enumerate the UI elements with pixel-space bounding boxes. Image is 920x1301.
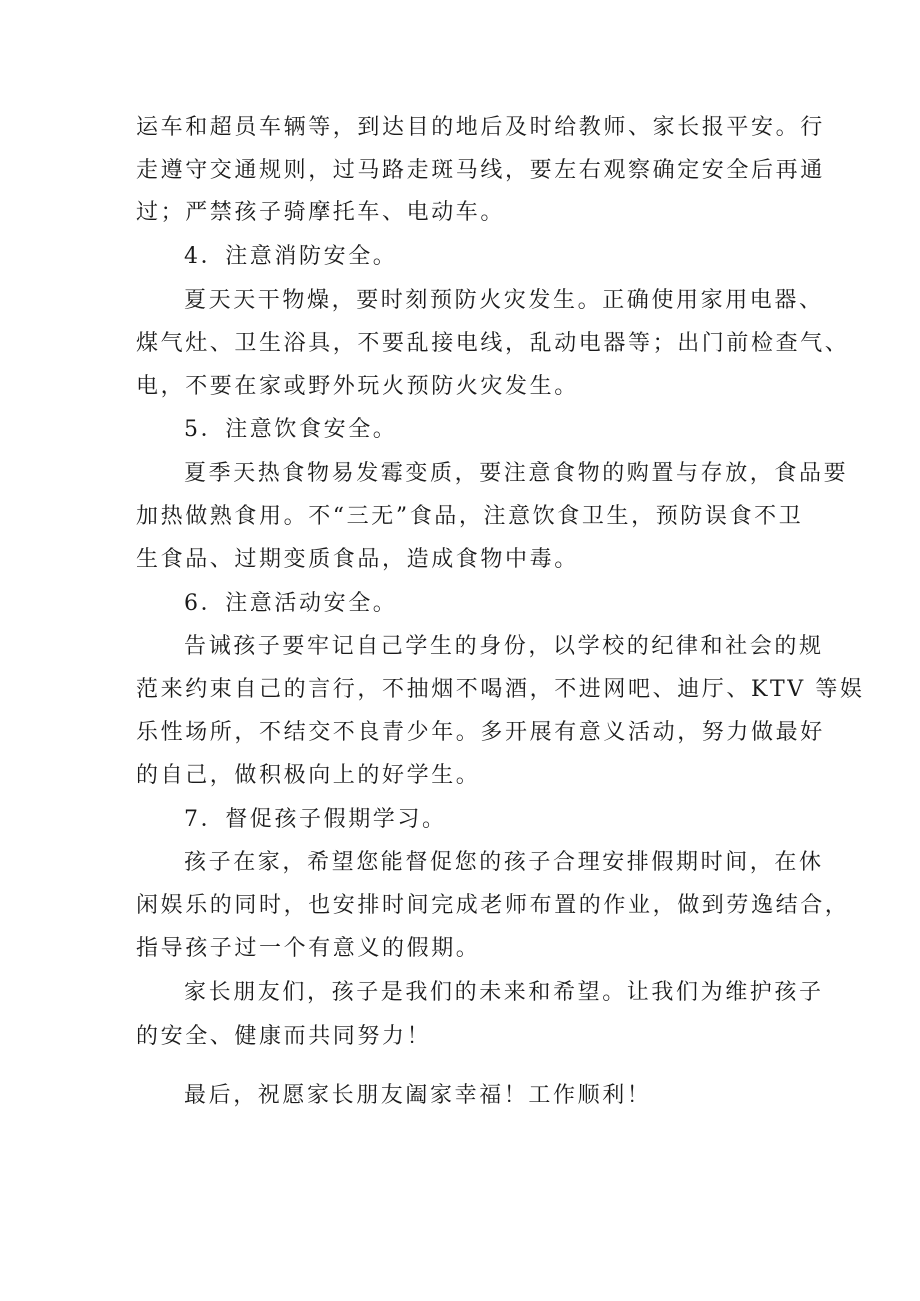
text-line: 的安全、健康而共同努力！ xyxy=(136,1024,432,1049)
text-line: 范来约束自己的言行，不抽烟不喝酒，不进网吧、迪厅、KTV 等娱 xyxy=(136,677,865,702)
section-heading: 5．注意饮食安全。 xyxy=(184,417,398,442)
text-line: 闲娱乐的同时，也安排时间完成老师布置的作业，做到劳逸结合， xyxy=(136,893,850,918)
section-heading: 6．注意活动安全。 xyxy=(184,591,398,616)
text-line: 夏季天热食物易发霉变质，要注意食物的购置与存放，食品要 xyxy=(184,461,849,486)
text-line: 夏天天干物燥，要时刻预防火灾发生。正确使用家用电器、 xyxy=(184,288,824,313)
section-heading: 4．注意消防安全。 xyxy=(184,244,398,269)
text-line: 指导孩子过一个有意义的假期。 xyxy=(136,936,481,961)
text-line: 告诫孩子要牢记自己学生的身份，以学校的纪律和社会的规 xyxy=(184,634,824,659)
section-heading: 7．督促孩子假期学习。 xyxy=(184,807,447,832)
text-line: 电，不要在家或野外玩火预防火灾发生。 xyxy=(136,374,579,399)
text-line: 的自己，做积极向上的好学生。 xyxy=(136,763,481,788)
text-line: 孩子在家，希望您能督促您的孩子合理安排假期时间，在休 xyxy=(184,850,824,875)
text-line: 走遵守交通规则，过马路走斑马线，要左右观察确定安全后再通 xyxy=(136,158,825,183)
text-line: 乐性场所，不结交不良青少年。多开展有意义活动，努力做最好 xyxy=(136,720,825,745)
text-line: 家长朋友们，孩子是我们的未来和希望。让我们为维护孩子 xyxy=(184,980,824,1005)
text-line: 运车和超员车辆等，到达目的地后及时给教师、家长报平安。行 xyxy=(136,115,825,140)
text-line: 生食品、过期变质食品，造成食物中毒。 xyxy=(136,547,579,572)
text-line: 煤气灶、卫生浴具，不要乱接电线，乱动电器等；出门前检查气、 xyxy=(136,331,850,356)
text-line: 过；严禁孩子骑摩托车、电动车。 xyxy=(136,200,506,225)
text-line: 加热做熟食用。不“三无”食品，注意饮食卫生，预防误食不卫 xyxy=(136,504,804,529)
closing-line: 最后，祝愿家长朋友阖家幸福！工作顺利！ xyxy=(184,1083,652,1108)
